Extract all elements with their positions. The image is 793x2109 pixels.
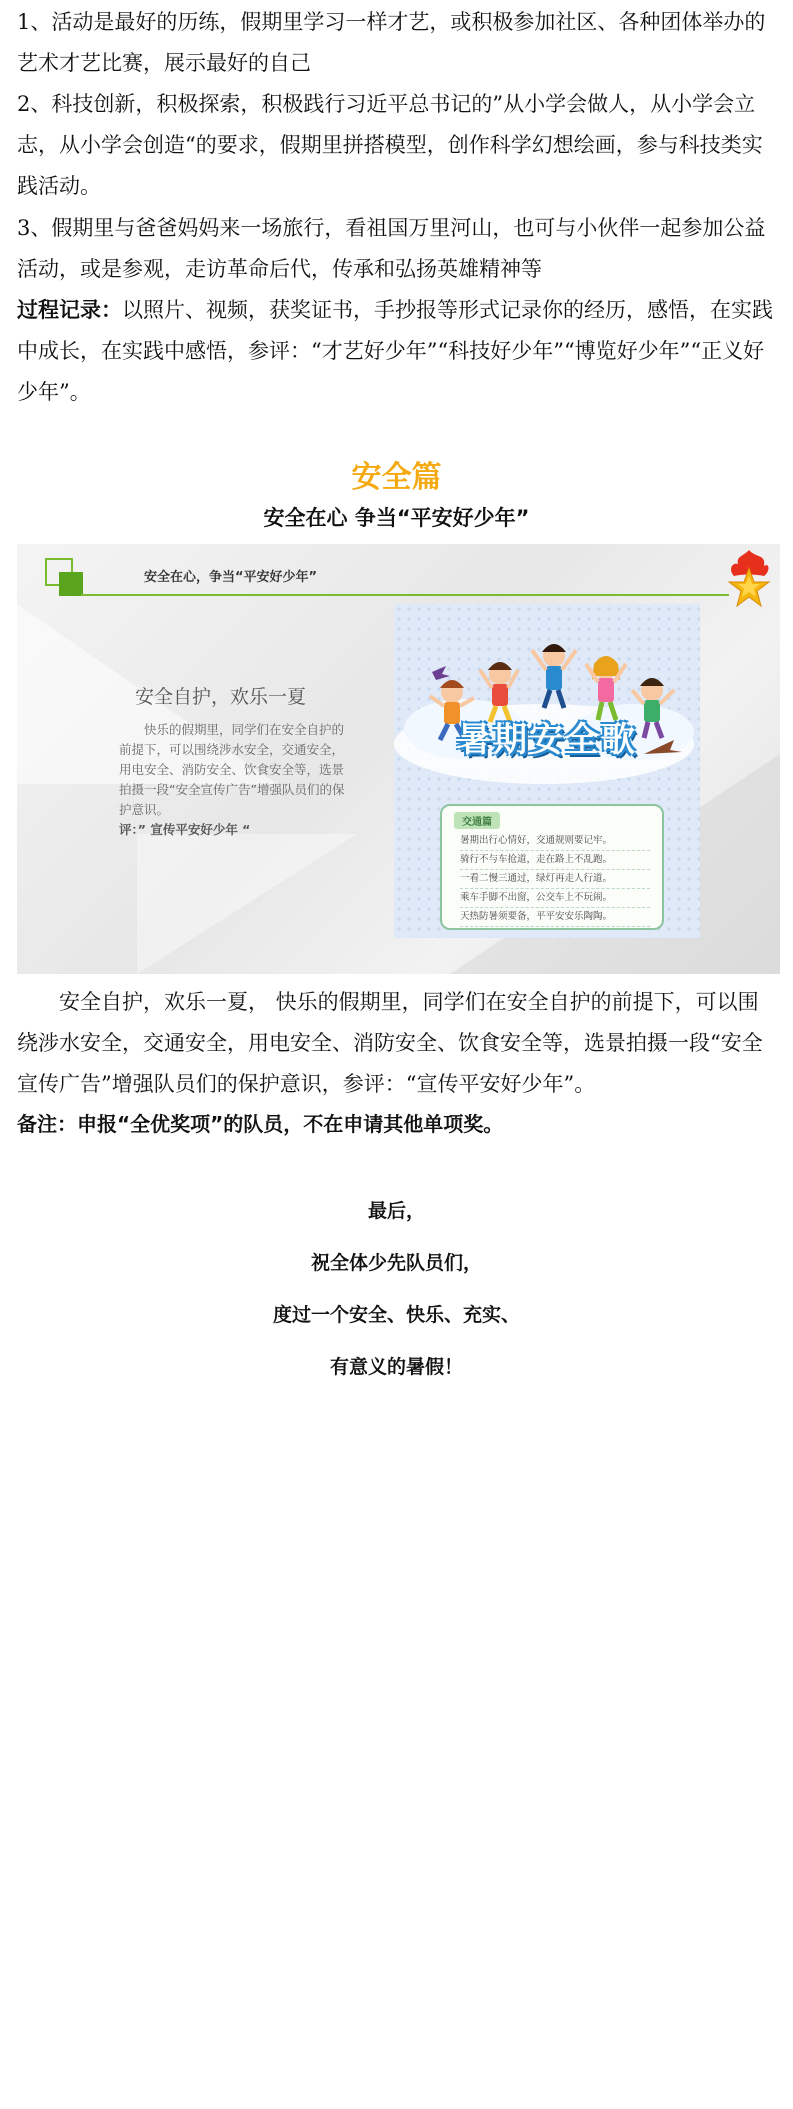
process-text: 以照片、视频，获奖证书，手抄报等形式记录你的经历，感悟，在实践中成长，在实践中感悟，参评：“才艺好少年”“科技好少年”“博览好少年”“正义好少年”。	[17, 298, 773, 404]
poster-rhyme-card	[440, 804, 664, 930]
kids-jumping-illustration	[394, 604, 700, 804]
closing-line: 祝全体少先队员们，	[310, 1252, 482, 1274]
poster-title: 暑期安全歌	[457, 720, 637, 760]
safety-slide-image	[17, 544, 780, 974]
card-tag: 交通篇	[454, 812, 500, 829]
item-1: 1、活动是最好的历练，假期里学习一样才艺，或积极参加社区、各种团体举办的艺术才艺比赛，展示最好的自己	[17, 10, 766, 75]
process-label: 过程记录：	[17, 298, 122, 322]
slide-header: 安全在心，争当“平安好少年”	[144, 570, 318, 585]
card-line: 一看二慢三通过，绿灯再走人行道。	[460, 870, 650, 889]
slide-left-note: 评：” 宣传平安好少年 “	[119, 822, 251, 837]
slide-left-text: 快乐的假期里，同学们在安全自护的前提下，可以围绕涉水安全，交通安全，用电安全、消防安全、饮食安全等，选景拍摄一段“安全宣传广告”增强队员们的保护意识。	[119, 722, 345, 817]
section-subtitle: 安全在心 争当“平安好少年”	[263, 506, 530, 530]
slide-left-body	[119, 720, 349, 840]
item-3: 3、假期里与爸爸妈妈来一场旅行，看祖国万里河山，也可与小伙伴一起参加公益活动，或是参观，走访革命后代，传承和弘扬英雄精神等	[17, 216, 766, 281]
summer-safety-poster	[394, 604, 700, 938]
safety-paragraph: 安全自护，欢乐一夏， 快乐的假期里，同学们在安全自护的前提下，可以围绕涉水安全，交通安全，用电安全、消防安全、饮食安全等，选景拍摄一段“安全宣传广告”增强队员们的保护意识，参评：“宣传平安好少年”。	[17, 990, 763, 1096]
process-record	[17, 290, 774, 413]
card-line: 乘车手脚不出窗，公交车上不玩闹。	[460, 889, 650, 908]
card-line: 暑期出行心情好，交通规则要记牢。	[460, 832, 650, 851]
closing-line: 度过一个安全、快乐、充实、	[272, 1304, 520, 1326]
item-2: 2、科技创新，积极探索，积极践行习近平总书记的”从小学会做人，从小学会立志，从小学会创造“的要求，假期里拼搭模型，创作科学幻想绘画，参与科技类实践活动。	[17, 92, 763, 198]
slide-fill-square	[59, 572, 83, 596]
card-line: 天热防暑须要备，平平安安乐陶陶。	[460, 908, 650, 927]
award-note: 备注：申报“全优奖项”的队员，不在申请其他单项奖。	[17, 1112, 504, 1136]
card-line: 骑行不与车抢道，走在路上不乱跑。	[460, 851, 650, 870]
closing-line: 有意义的暑假！	[329, 1356, 463, 1378]
section-title: 安全篇	[351, 460, 442, 495]
slide-left-title: 安全自护，欢乐一夏	[135, 686, 307, 708]
slide-header-line	[81, 594, 729, 596]
closing-line: 最后，	[367, 1200, 425, 1222]
card-lines	[460, 832, 650, 927]
pioneer-badge-icon	[726, 548, 772, 610]
